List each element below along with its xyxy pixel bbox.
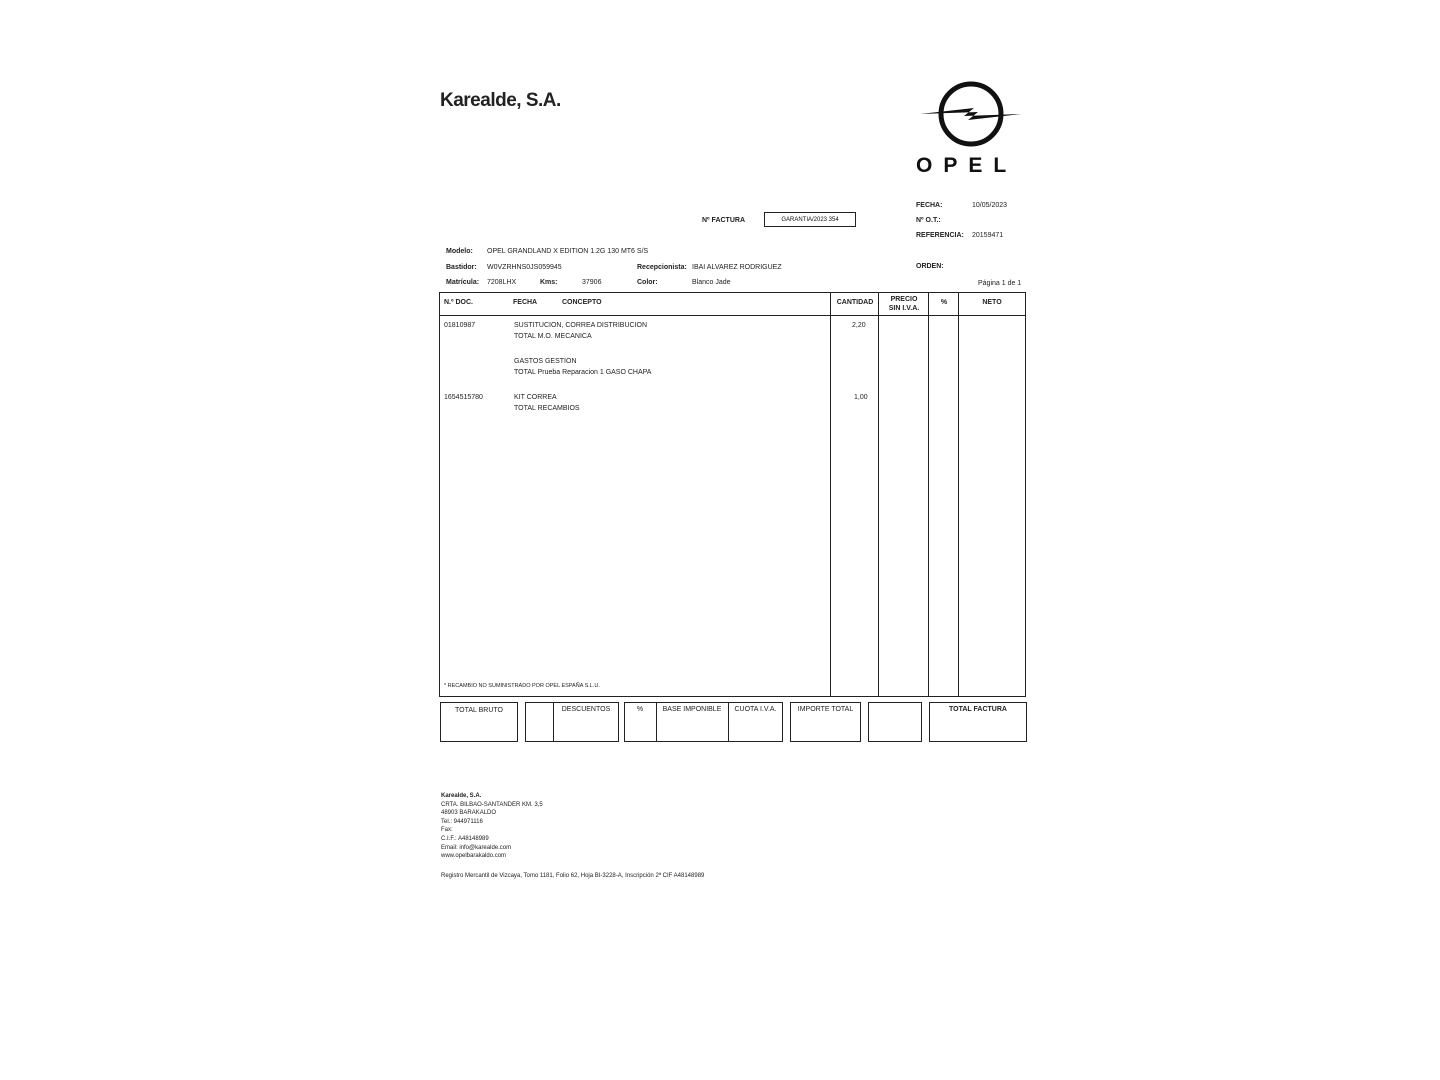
header-concepto: CONCEPTO	[562, 299, 602, 306]
table-header-divider	[439, 315, 1026, 316]
line-concept: KIT CORREA	[514, 394, 557, 401]
footer-line: 48903 BARAKALDO	[441, 810, 497, 817]
column-divider	[928, 292, 929, 697]
invoice-label: Nº FACTURA	[702, 217, 745, 224]
matricula-value: 7208LHX	[487, 279, 517, 286]
line-concept: GASTOS GESTION	[514, 358, 577, 365]
footer-line: Tel.: 944971116	[441, 818, 483, 825]
invoice-number-box: GARANTIA/2023 354	[764, 212, 856, 227]
line-concept-total: TOTAL Prueba Reparacion 1 GASO CHAPA	[514, 369, 652, 376]
totals-pct-label: %	[636, 706, 644, 713]
recepcionista-label: Recepcionista:	[637, 264, 687, 271]
header-cantidad: CANTIDAD	[836, 299, 874, 306]
header-fecha: FECHA	[513, 299, 538, 306]
column-divider	[958, 292, 959, 697]
column-divider	[878, 292, 879, 697]
line-concept-total: TOTAL M.O. MECANICA	[514, 333, 592, 340]
importe-total-label: IMPORTE TOTAL	[797, 706, 854, 713]
footer-line: www.opelbarakaldo.com	[441, 853, 507, 860]
footer-line: CRTA. BILBAO-SANTANDER KM. 3,5	[441, 801, 543, 808]
descuentos-label: DESCUENTOS	[561, 706, 611, 713]
base-imponible-label: BASE IMPONIBLE	[662, 706, 722, 713]
footer-address	[441, 792, 543, 861]
recepcionista-value: IBAI ALVAREZ RODRIGUEZ	[692, 264, 782, 271]
color-value: Blanco Jade	[692, 279, 731, 286]
fecha-value: 10/05/2023	[972, 202, 1008, 209]
company-name: Karealde, S.A.	[440, 90, 561, 111]
line-doc: 01810987	[444, 322, 476, 329]
footer-line: Fax:	[441, 827, 453, 834]
header-doc: N.º DOC.	[444, 299, 474, 306]
bastidor-label: Bastidor:	[446, 264, 477, 271]
orden-label: ORDEN:	[916, 263, 944, 270]
line-concept: SUSTITUCION, CORREA DISTRIBUCION	[514, 322, 648, 329]
ot-label: Nº O.T.:	[916, 217, 941, 224]
bastidor-value: W0VZRHNS0JS059945	[487, 264, 562, 271]
referencia-value: 20159471	[972, 232, 1004, 239]
fecha-label: FECHA:	[916, 202, 943, 209]
footer-registry: Registro Mercantil de Vizcaya, Tomo 1181, Folio 62, Hoja BI-3228-A, Inscripción 2ª CIF A48148989	[441, 873, 705, 879]
header-neto: NETO	[982, 299, 1002, 306]
page-number: Página 1 de 1	[978, 280, 1022, 287]
line-concept-total: TOTAL RECAMBIOS	[514, 405, 580, 412]
total-factura-label: TOTAL FACTURA	[949, 706, 1007, 713]
invoice-lines-table	[439, 292, 1026, 697]
total-bruto-label: TOTAL BRUTO	[455, 707, 503, 714]
footer-line: Email: info@karealde.com	[441, 844, 512, 851]
header-pct: %	[940, 299, 948, 306]
footer-line: Karealde, S.A.	[441, 793, 482, 799]
brand-name: OPEL	[916, 154, 1018, 177]
kms-label: Kms:	[540, 279, 558, 286]
matricula-label: Matrícula:	[446, 279, 480, 286]
color-label: Color:	[637, 279, 658, 286]
line-qty: 2,20	[852, 322, 866, 329]
empty-total-box	[868, 702, 922, 742]
kms-value: 37906	[582, 279, 602, 286]
footer-line: C.I.F.: A48148989	[441, 835, 489, 842]
header-precio-sin-iva: SIN I.V.A.	[888, 305, 920, 312]
referencia-label: REFERENCIA:	[916, 232, 964, 239]
header-precio: PRECIO	[890, 296, 918, 303]
column-divider	[830, 292, 831, 697]
modelo-label: Modelo:	[446, 248, 473, 255]
modelo-value: OPEL GRANDLAND X EDITION 1.2G 130 MT6 S/S	[487, 248, 649, 255]
table-note: * RECAMBIO NO SUMINISTRADO POR OPEL ESPAÑA S.L.U.	[444, 683, 600, 689]
cuota-iva-label: CUOTA I.V.A.	[734, 706, 777, 713]
line-doc: 1654515780	[444, 394, 483, 401]
line-qty: 1,00	[854, 394, 868, 401]
